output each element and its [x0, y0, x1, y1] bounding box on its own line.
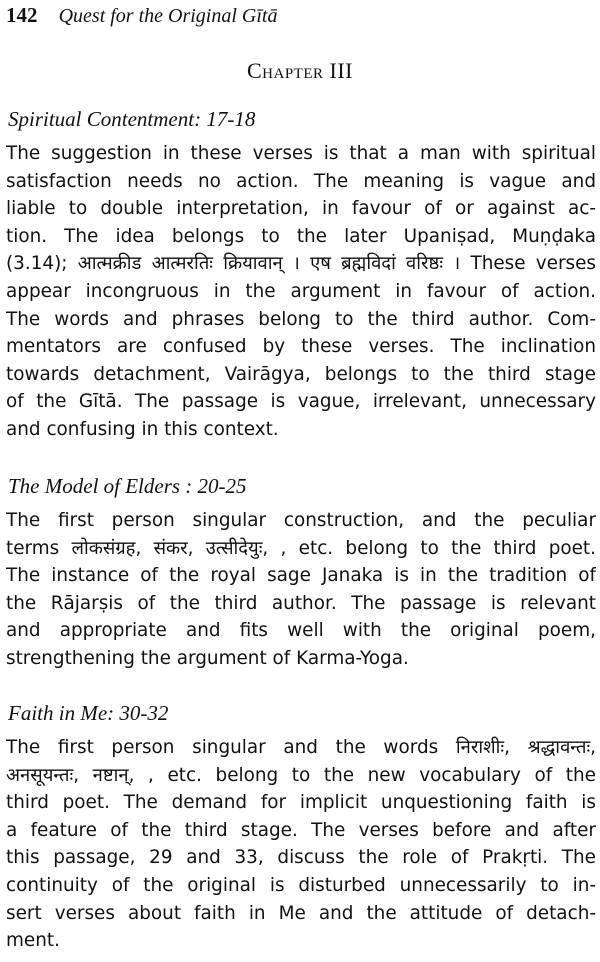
section-heading-spiritual-contentment: Spiritual Contentment: 17-18 [8, 107, 256, 131]
text-line: The words and phrases belong to the third author. Com- [6, 308, 596, 330]
text-line: tion. The idea belongs to the later Upaniṣad, Muṇḍaka [6, 225, 596, 247]
text-line: terms लोकसंग्रह, संकर, उत्सीदेयुः, , etc. belong to the third poet. [6, 537, 596, 559]
text-line: The first person singular construction, and the peculiar [6, 510, 596, 531]
text-line: अनसूयन्तः, नष्टान्, , etc. belong to the new vocabulary of the [6, 764, 596, 786]
chapter-heading: Chapter III [247, 58, 353, 83]
text-line: (3.14); आत्मक्रीड आत्मरतिः क्रियावान् । एष ब्रह्मविदां वरिष्ठः । These verses [6, 253, 596, 275]
section-paragraph-model-of-elders [6, 507, 596, 673]
section-paragraph-spiritual-contentment [6, 140, 596, 444]
text-line: satisfaction needs no action. The meaning is vague and [6, 170, 596, 192]
text-line: liable to double interpretation, in favour of or against ac- [6, 198, 596, 220]
section-heading-model-of-elders: The Model of Elders : 20-25 [8, 474, 247, 498]
book-title: Quest for the Original Gītā [58, 5, 278, 27]
text-line: towards detachment, Vairāgya, belongs to the third stage [6, 363, 596, 385]
text-line: appear incongruous in the argument in favour of action. [6, 280, 596, 302]
text-line: a feature of the third stage. The verses before and after [6, 819, 596, 841]
section-paragraph-faith-in-me [6, 734, 596, 955]
text-line: The instance of the royal sage Janaka is in the tradition of [6, 565, 596, 587]
text-line: ment. [6, 930, 60, 952]
text-line: strengthening the argument of Karma-Yoga. [6, 647, 409, 669]
section-heading-faith-in-me: Faith in Me: 30-32 [8, 701, 169, 725]
text-line: sert verses about faith in Me and the attitude of detach- [6, 902, 596, 924]
text-line: third poet. The demand for implicit unquestioning faith is [6, 792, 596, 814]
text-line: mentators are confused by these verses. The inclination [6, 336, 596, 358]
text-line: of the Gītā. The passage is vague, irrelevant, unnecessary [6, 391, 596, 413]
page-number: 142 [6, 3, 38, 27]
running-head [6, 3, 277, 29]
text-line: The suggestion in these verses is that a man with spiritual [6, 143, 596, 164]
text-line: and appropriate and fits well with the original poem, [6, 620, 596, 642]
text-line: this passage, 29 and 33, discuss the role of Prakṛti. The [6, 847, 596, 869]
text-line: The first person singular and the words निराशीः, श्रद्धावन्तः, [6, 737, 596, 758]
text-line: the Rājarṣis of the third author. The passage is relevant [6, 592, 596, 614]
text-line: continuity of the original is disturbed unnecessarily to in- [6, 874, 596, 896]
text-line: and confusing in this context. [6, 418, 279, 440]
